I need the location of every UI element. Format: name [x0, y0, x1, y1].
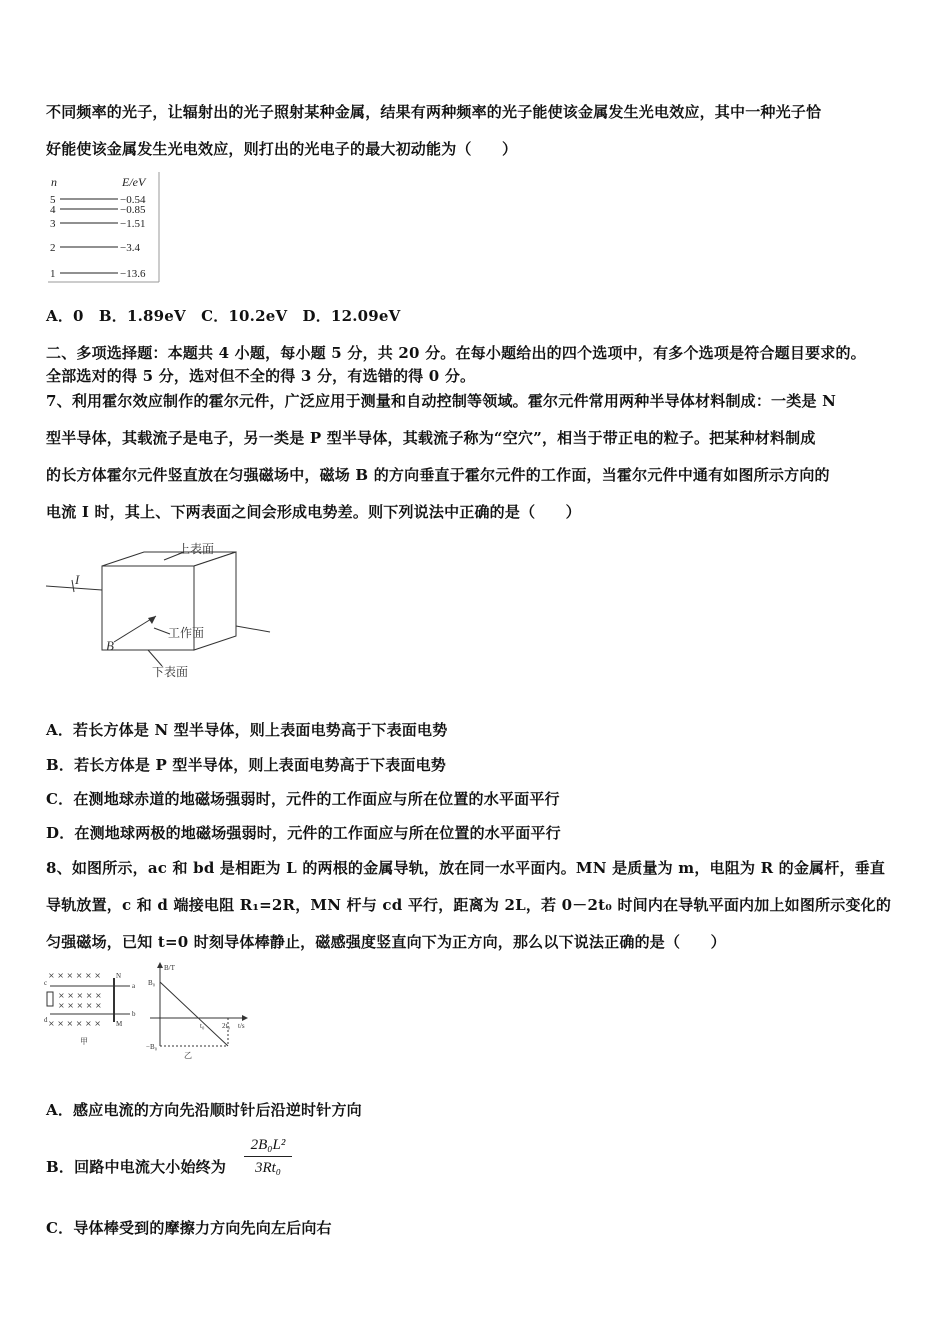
- tick-b0: B₀: [148, 979, 156, 987]
- q8-option-b-prefix: B．回路中电流大小始终为: [46, 1158, 227, 1176]
- svg-text:−1.51: −1.51: [120, 218, 146, 230]
- q7-text-line4: 电流 I 时，其上、下两表面之间会形成电势差。则下列说法中正确的是（ ）: [46, 503, 581, 521]
- q8-text-line1: 8、如图所示，ac 和 bd 是相距为 L 的两根的金属导轨，放在同一水平面内。MN 是质量为 m，电阻为 R 的金属杆，垂直: [46, 859, 886, 877]
- svg-text:4: 4: [50, 204, 56, 216]
- label-jia: 甲: [80, 1037, 88, 1046]
- label-work-face: 工作面: [168, 626, 205, 640]
- rail-label-N: N: [116, 972, 122, 980]
- q8-option-c: C．导体棒受到的摩擦力方向先向左后向右: [46, 1219, 332, 1237]
- rail-label-b: b: [132, 1010, 136, 1018]
- q6-text-line2: 好能使该金属发生光电效应，则打出的光电子的最大初动能为（ ）: [46, 140, 518, 158]
- q8-bt-graph: [144, 960, 254, 1060]
- axis-label-y: B/T: [164, 964, 175, 972]
- fraction-denominator: 3Rt₀: [254, 1160, 282, 1176]
- q7-text-line2: 型半导体，其载流子是电子，另一类是 P 型半导体，其载流子称为“空穴”，相当于带正电的粒子。把某种材料制成: [46, 429, 816, 447]
- tick-neg-b0: −B₀: [146, 1043, 158, 1051]
- q7-option-a: A．若长方体是 N 型半导体，则上表面电势高于下表面电势: [46, 721, 448, 739]
- tick-2t0: 2t₀: [222, 1022, 230, 1030]
- svg-text:3: 3: [50, 218, 56, 230]
- svg-text:× × × × × ×: × × × × × ×: [48, 971, 101, 980]
- label-B: B: [106, 638, 114, 653]
- q8-text-line2: 导轨放置，c 和 d 端接电阻 R₁=2R，MN 杆与 cd 平行，距离为 2L，若 0－2t₀ 时间内在导轨平面内加上如图所示变化的: [46, 896, 892, 914]
- label-bottom-surface: 下表面: [152, 665, 189, 679]
- svg-text:−3.4: −3.4: [120, 242, 140, 254]
- rail-label-a: a: [132, 982, 136, 990]
- fraction-numerator: 2B₀L²: [250, 1137, 286, 1153]
- svg-text:5: 5: [50, 194, 56, 206]
- q8-option-b-fraction: [242, 1136, 294, 1177]
- hall-element-figure: [44, 538, 274, 684]
- q8-text-line3: 匀强磁场，已知 t=0 时刻导体棒静止，磁感强度竖直向下为正方向，那么以下说法正确的是（ ）: [46, 933, 726, 951]
- svg-text:× × × × × ×: × × × × × ×: [48, 1019, 101, 1028]
- svg-text:× × × × ×: × × × × ×: [58, 1001, 102, 1010]
- label-yi: 乙: [184, 1051, 192, 1060]
- rail-label-c: c: [44, 979, 48, 987]
- q7-option-b: B．若长方体是 P 型半导体，则上表面电势高于下表面电势: [46, 756, 447, 774]
- q6-text-line1: 不同频率的光子，让辐射出的光子照射某种金属，结果有两种频率的光子能使该金属发生光电效应，其中一种光子恰: [46, 103, 822, 121]
- svg-text:−0.54: −0.54: [120, 194, 146, 206]
- energy-level-diagram: [46, 170, 162, 285]
- svg-text:2: 2: [50, 242, 56, 254]
- q6-options: A．0 B．1.89eV C．10.2eV D．12.09eV: [46, 307, 401, 325]
- svg-text:× × × × ×: × × × × ×: [58, 991, 102, 1000]
- q8-option-a: A．感应电流的方向先沿顺时针后沿逆时针方向: [46, 1101, 362, 1119]
- q7-text-line1: 7、利用霍尔效应制作的霍尔元件，广泛应用于测量和自动控制等领域。霍尔元件常用两种半导体材料制成：一类是 N: [46, 392, 836, 410]
- q7-option-c: C．在测地球赤道的地磁场强弱时，元件的工作面应与所在位置的水平面平行: [46, 790, 560, 808]
- svg-text:1: 1: [50, 268, 56, 280]
- q7-option-d: D．在测地球两极的地磁场强弱时，元件的工作面应与所在位置的水平面平行: [46, 824, 561, 842]
- axis-label-x: t/s: [238, 1022, 245, 1030]
- svg-text:−13.6: −13.6: [120, 268, 146, 280]
- section2-line2: 全部选对的得 5 分，选对但不全的得 3 分，有选错的得 0 分。: [46, 367, 476, 385]
- tick-t0: t₀: [200, 1022, 205, 1030]
- label-I: I: [75, 572, 80, 587]
- col-e-label: E/eV: [122, 175, 146, 189]
- col-n-label: n: [51, 175, 57, 189]
- rail-label-M: M: [116, 1020, 123, 1028]
- rail-label-d: d: [44, 1016, 48, 1024]
- section2-line1: 二、多项选择题：本题共 4 小题，每小题 5 分，共 20 分。在每小题给出的四个选项中，有多个选项是符合题目要求的。: [46, 344, 866, 362]
- svg-text:−0.85: −0.85: [120, 204, 146, 216]
- q7-text-line3: 的长方体霍尔元件竖直放在匀强磁场中，磁场 B 的方向垂直于霍尔元件的工作面，当霍尔元件中通有如图所示方向的: [46, 466, 830, 484]
- label-top-surface: 上表面: [178, 542, 215, 556]
- q8-rails-figure: [44, 968, 144, 1050]
